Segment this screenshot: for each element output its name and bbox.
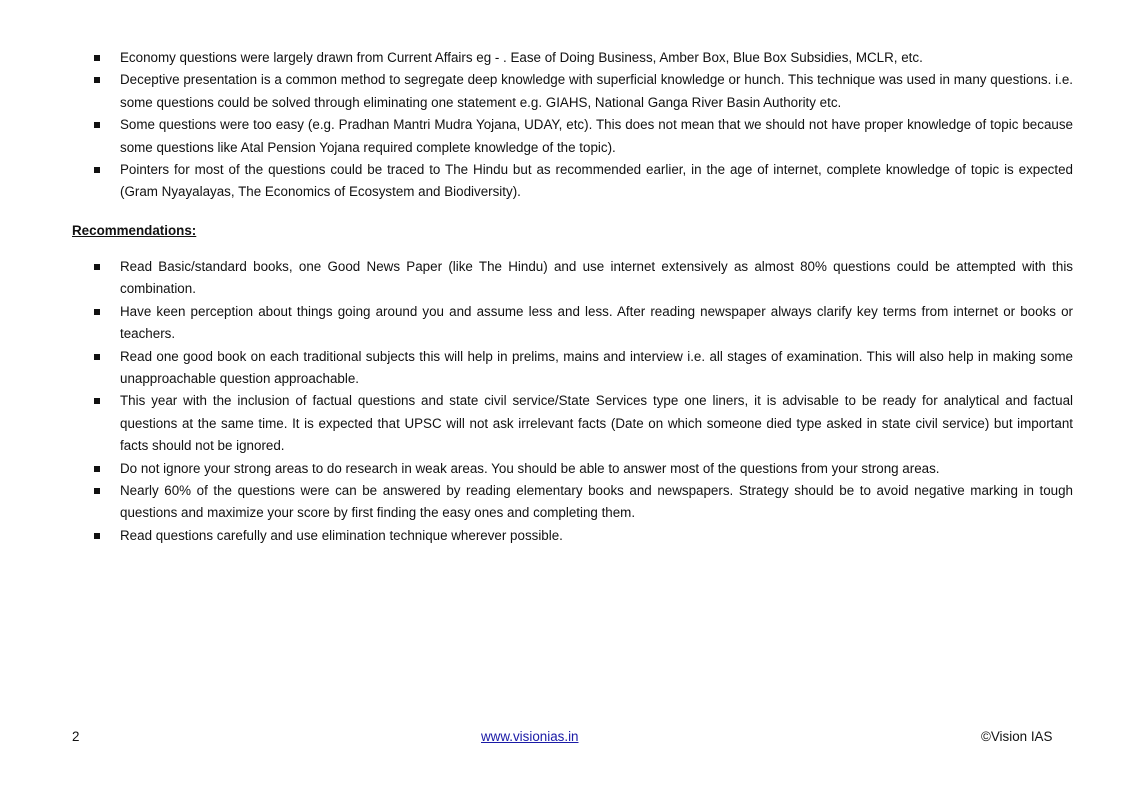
square-bullet-icon xyxy=(94,309,100,315)
list-item-text: Deceptive presentation is a common method to segregate deep knowledge with superficial knowledge or hunch. This technique was used in many questions. i.e. some questions could be solved through eliminating one statement e.g. GIAHS, National Ganga River Basin Authority etc. xyxy=(120,72,1073,110)
list-item-text: Read one good book on each traditional subjects this will help in prelims, mains and interview i.e. all stages of examination. This will also help in making some unapproachable question approachable. xyxy=(120,348,1073,387)
square-bullet-icon xyxy=(94,488,100,494)
list-item xyxy=(94,69,1073,114)
list-item xyxy=(94,525,1073,547)
website-link[interactable]: www.visionias.in xyxy=(481,729,579,744)
list-item-text: Read Basic/standard books, one Good News Paper (like The Hindu) and use internet extensively as almost 80% questions could be attempted with this combination. xyxy=(120,259,1073,297)
square-bullet-icon xyxy=(94,466,100,472)
list-item-text: This year with the inclusion of factual questions and state civil service/State Services type one liners, it is advisable to be ready for analytical and factual questions at the same time. It is expected that UPSC will not ask irrelevant facts (Date on which someone died type asked in state civil service) but important facts should not be ignored. xyxy=(120,393,1073,454)
list-item-text: Read questions carefully and use elimination technique wherever possible. xyxy=(120,527,563,543)
list-item-text: Have keen perception about things going around you and assume less and less. After reading newspaper always clarify key terms from internet or books or teachers. xyxy=(120,303,1073,342)
square-bullet-icon xyxy=(94,533,100,539)
list-item xyxy=(94,256,1073,301)
square-bullet-icon xyxy=(94,55,100,61)
list-item-text: Some questions were too easy (e.g. Pradhan Mantri Mudra Yojana, UDAY, etc). This does not mean that we should not have proper knowledge of topic because some questions like Atal Pension Yojana required complete knowledge of the topic). xyxy=(120,117,1073,155)
list-item xyxy=(94,346,1073,391)
list-item-text: Pointers for most of the questions could be traced to The Hindu but as recommended earlier, in the age of internet, complete knowledge of topic is expected (Gram Nyayalayas, The Economics of Ecosystem and Biodiversity). xyxy=(120,162,1073,200)
square-bullet-icon xyxy=(94,264,100,270)
list-item xyxy=(94,390,1073,457)
list-item xyxy=(94,47,1073,69)
square-bullet-icon xyxy=(94,77,100,83)
recommendations-heading: Recommendations: xyxy=(72,223,197,238)
square-bullet-icon xyxy=(94,354,100,360)
page-number: 2 xyxy=(72,729,80,744)
intro-bullet-list xyxy=(94,47,1073,204)
square-bullet-icon xyxy=(94,398,100,404)
list-item xyxy=(94,301,1073,346)
list-item-text: Do not ignore your strong areas to do research in weak areas. You should be able to answer most of the questions from your strong areas. xyxy=(120,460,940,476)
list-item xyxy=(94,159,1073,204)
list-item-text: Nearly 60% of the questions were can be answered by reading elementary books and newspapers. Strategy should be to avoid negative marking in tough questions and maximize your score by first finding the easy ones and completing them. xyxy=(120,483,1073,521)
list-item-text: Economy questions were largely drawn from Current Affairs eg - . Ease of Doing Business, Amber Box, Blue Box Subsidies, MCLR, etc. xyxy=(120,50,923,65)
square-bullet-icon xyxy=(94,167,100,173)
list-item xyxy=(94,114,1073,159)
square-bullet-icon xyxy=(94,122,100,128)
copyright-text: ©Vision IAS xyxy=(981,729,1053,744)
list-item xyxy=(94,458,1073,480)
recommendations-bullet-list xyxy=(94,256,1073,547)
list-item xyxy=(94,480,1073,525)
